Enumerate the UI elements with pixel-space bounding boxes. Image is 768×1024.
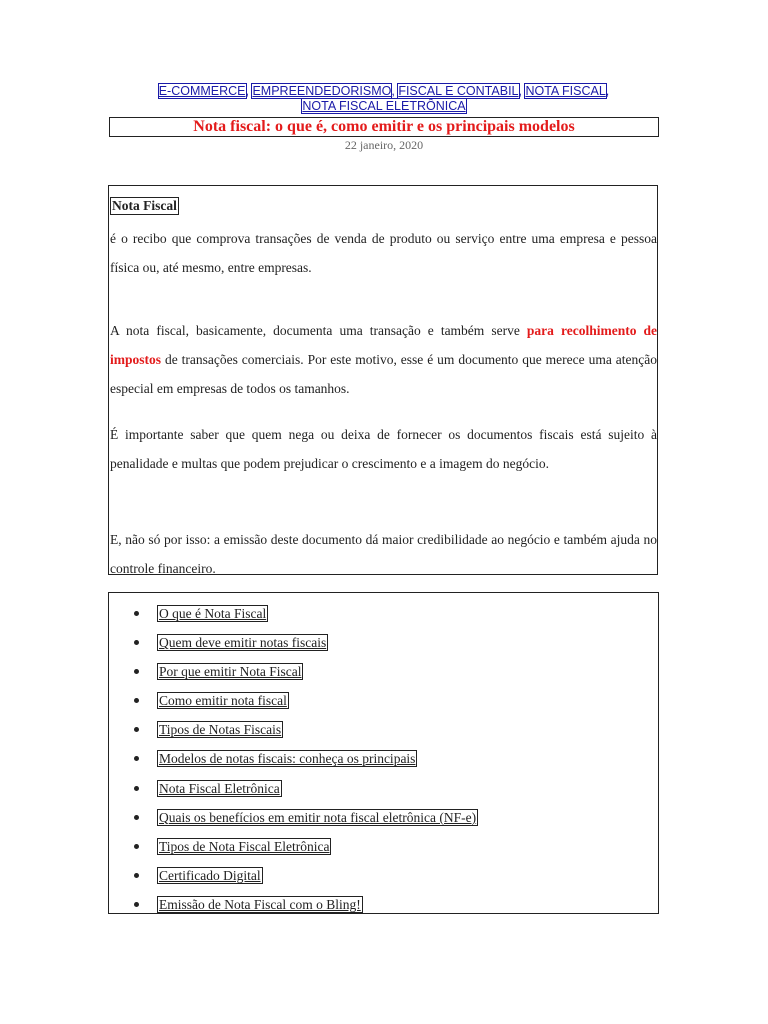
intro-paragraph-2 — [110, 316, 657, 403]
table-of-contents — [108, 592, 659, 914]
bullet-icon — [134, 902, 139, 907]
category-link-nota-fiscal[interactable]: NOTA FISCAL — [525, 84, 606, 98]
toc-link-certificado[interactable]: Certificado Digital — [159, 867, 261, 883]
toc-link-por-que-emitir[interactable]: Por que emitir Nota Fiscal — [159, 664, 302, 680]
bullet-icon — [134, 698, 139, 703]
article-date: 22 janeiro, 2020 — [344, 138, 424, 152]
toc-link-modelos[interactable]: Modelos de notas fiscais: conheça os principais — [159, 751, 416, 767]
category-separator: , — [391, 84, 399, 98]
bullet-icon — [134, 669, 139, 674]
bullet-icon — [134, 727, 139, 732]
toc-link-bling[interactable]: Emissão de Nota Fiscal com o Bling! — [159, 896, 361, 912]
article-title-box — [109, 117, 659, 137]
intro-paragraph-2-end: de transações comerciais. Por este motivo, esse é um documento que merece uma atenção especial em empresas de todos os tamanhos. — [110, 352, 657, 396]
toc-link-o-que-e[interactable]: O que é Nota Fiscal — [159, 606, 267, 621]
category-link-empreendedorismo[interactable]: EMPREENDEDORISMO — [252, 84, 392, 98]
category-separator: , — [518, 84, 526, 98]
toc-link-beneficios[interactable]: Quais os benefícios em emitir nota fiscal eletrônica (NF-e) — [159, 809, 477, 825]
category-link-fiscal-contabil[interactable]: FISCAL E CONTABIL — [398, 84, 519, 98]
category-separator: , — [605, 84, 610, 98]
category-links — [150, 84, 618, 114]
intro-paragraph-4: E, não só por isso: a emissão deste documento dá maior credibilidade ao negócio e também ajuda no controle financeiro. — [110, 532, 657, 576]
toc-link-quem-deve-emitir[interactable]: Quem deve emitir notas fiscais — [159, 635, 327, 651]
category-link-nota-fiscal-eletronica[interactable]: NOTA FISCAL ELETRÔNICA — [302, 99, 466, 113]
intro-paragraph-3: É importante saber que quem nega ou deixa de fornecer os documentos fiscais está sujeito à penalidade e multas que podem prejudicar o crescimento e a imagem do negócio. — [110, 427, 657, 471]
bullet-icon — [134, 844, 139, 849]
bullet-icon — [134, 815, 139, 820]
bullet-icon — [134, 756, 139, 761]
bullet-icon — [134, 873, 139, 878]
intro-section — [108, 185, 658, 575]
article-title: Nota fiscal: o que é, como emitir e os principais modelos — [193, 118, 575, 135]
intro-paragraph-1: é o recibo que comprova transações de venda de produto ou serviço entre uma empresa e pessoa física ou, até mesmo, entre empresas. — [110, 231, 657, 275]
intro-heading: Nota Fiscal — [112, 198, 177, 213]
bullet-icon — [134, 786, 139, 791]
toc-link-tipos-nfe[interactable]: Tipos de Nota Fiscal Eletrônica — [159, 838, 330, 854]
category-link-ecommerce[interactable]: E-COMMERCE — [158, 84, 246, 98]
toc-link-nfe[interactable]: Nota Fiscal Eletrônica — [159, 780, 280, 796]
tax-collection-highlight: para recolhimento de impostos — [110, 323, 657, 367]
category-separator: , — [245, 84, 253, 98]
toc-link-como-emitir[interactable]: Como emitir nota fiscal — [159, 693, 287, 709]
intro-paragraph-2-start: A nota fiscal, basicamente, documenta uma transação e também serve — [110, 323, 527, 338]
bullet-icon — [134, 611, 139, 616]
toc-link-tipos-notas[interactable]: Tipos de Notas Fiscais — [159, 722, 282, 738]
bullet-icon — [134, 640, 139, 645]
